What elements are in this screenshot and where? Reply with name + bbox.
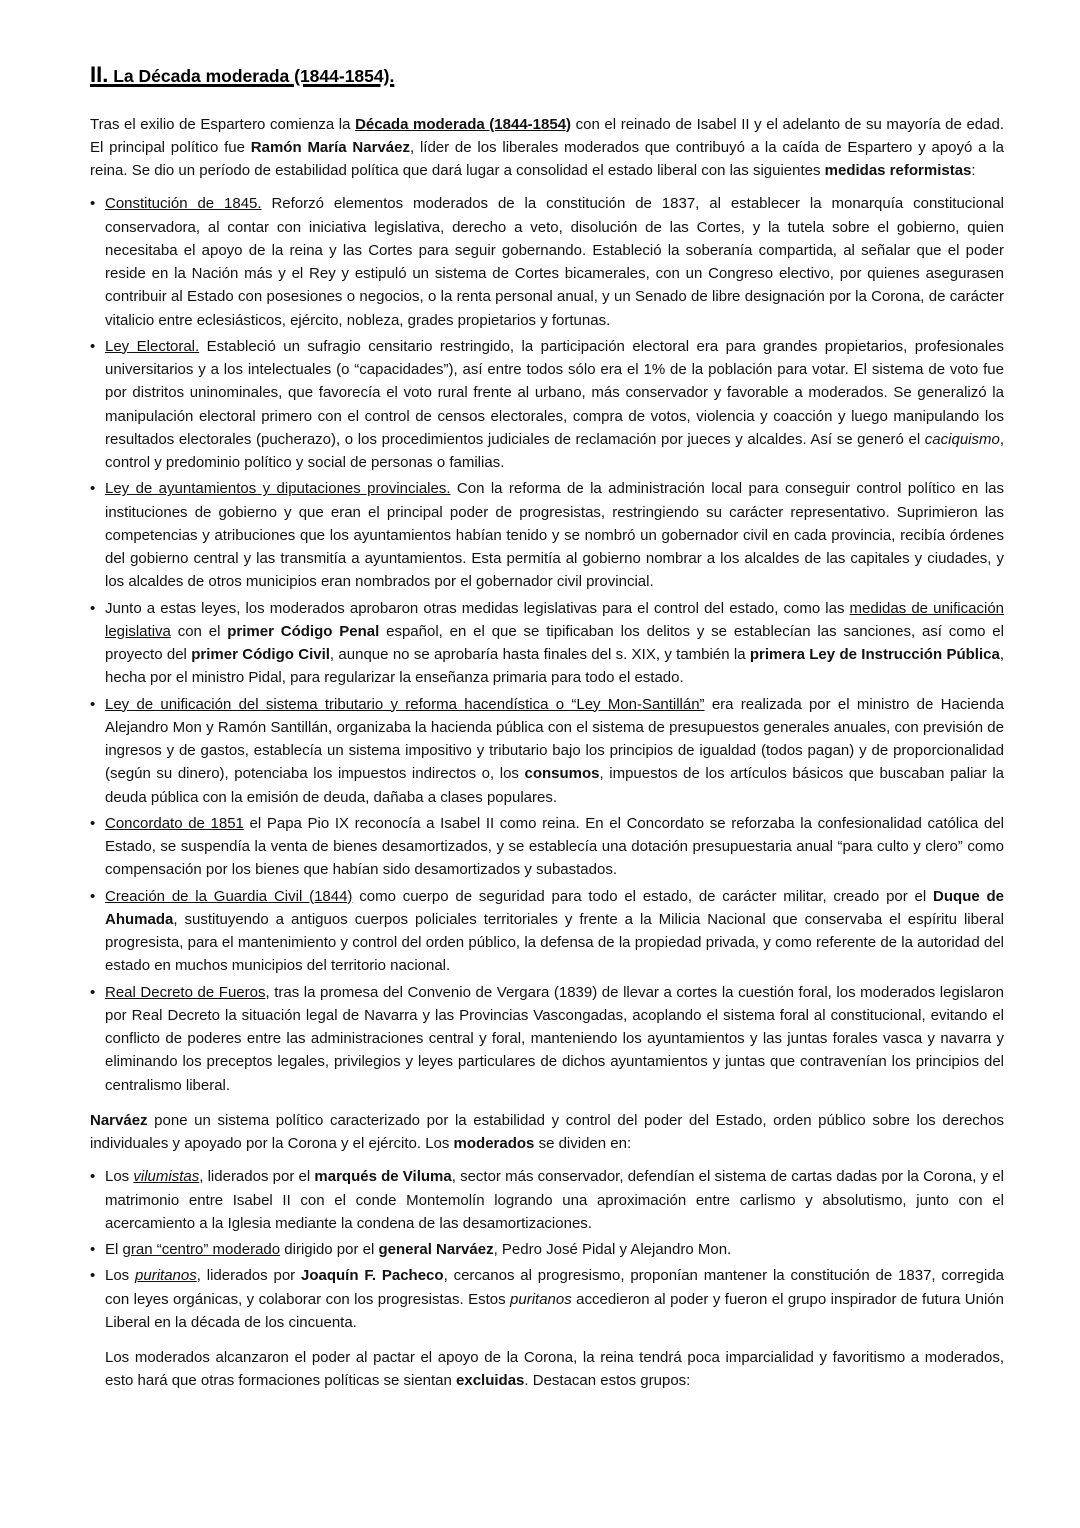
bullet-text [105, 480, 1004, 590]
text-run: Junto a estas leyes, los moderados aprobaron otras medidas legislativas para el control del estado, como las [105, 599, 850, 617]
bullet-item [90, 981, 1004, 1097]
text-run: era realizada por el ministro de Hacienda Alejandro Mon y Ramón Santillán, organizaba la hacienda pública con el sistema de presupuestos generales anuales, con previsión de ingresos y de gastos, establecía un sistema impositivo y tributario bajo los principios de igualdad (todos pagan) y de proporcionalidad (según su dinero), potenciaba los impuestos indirectos o, los [105, 695, 1004, 783]
text-run: puritanos [510, 1290, 572, 1308]
bullet-item [90, 812, 1004, 882]
text-run: , cercanos al progresismo, proponían mantener la constitución de 1837, corregida con leyes orgánicas, y colaborar con los progresistas. Estos [105, 1267, 1004, 1308]
text-run: . Destacan estos grupos: [524, 1372, 691, 1390]
bullet-text [105, 696, 1004, 806]
text-run: Ley de ayuntamientos y diputaciones provinciales. [105, 480, 451, 498]
text-run: accedieron al poder y fueron el grupo inspirador de futura Unión Liberal en la década de los cincuenta. [105, 1290, 1004, 1331]
bullet-item [90, 693, 1004, 809]
text-run: con el reinado de Isabel II y el adelanto de su mayoría de edad. El principal político fue [90, 115, 1004, 156]
paragraph [90, 1109, 1004, 1156]
page-title [90, 50, 1004, 97]
text-run: español, en el que se tipificaban los delitos y se establecían las sanciones, así como el proyecto del [105, 622, 1004, 663]
text-run: Duque de Ahumada [105, 887, 1004, 928]
text-run: Constitución de 1845. [105, 195, 262, 213]
text-run: El [105, 1241, 123, 1258]
text-run: , aunque no se aprobaría hasta finales del s. XIX, y también la [329, 646, 750, 663]
text-run: marqués de Viluma [314, 1168, 452, 1186]
text-run: , liderados por [196, 1267, 301, 1285]
text-run: primer Código Penal [227, 622, 380, 640]
bullet-marker-icon: • [90, 983, 96, 1001]
bullet-item [90, 1264, 1004, 1334]
text-run: primer Código Civil [191, 646, 330, 663]
bullet-item [90, 192, 1004, 332]
bullet-text [105, 600, 1004, 687]
text-run: moderados [453, 1135, 535, 1152]
bullet-marker-icon: • [90, 887, 96, 905]
text-run: Joaquín F. Pacheco [301, 1267, 444, 1285]
bullet-text [105, 1267, 1004, 1331]
bullet-item [90, 335, 1004, 475]
text-run: Concordato de 1851 [105, 814, 244, 832]
text-run: Ley Electoral. [105, 337, 200, 355]
text-run: medidas reformistas [824, 162, 972, 179]
text-run: primera Ley de Instrucción Pública [749, 646, 1000, 663]
bullet-text [105, 888, 1004, 975]
text-run: , control y predominio político y social de personas o familias. [105, 430, 1004, 471]
text-run: se dividen en: [534, 1135, 632, 1152]
text-run: como cuerpo de seguridad para todo el estado, de carácter militar, creado por el [352, 887, 934, 905]
text-run: Década moderada (1844-1854) [355, 115, 572, 133]
text-run: el Papa Pio IX reconocía a Isabel II como reina. En el Concordato se reforzaba la confesionalidad católica del Estado, se suspendía la venta de bienes desamortizados, y se establecía una dotación presupuestaria anual “para culto y clero” como compensación por los bienes que habían sido desamortizados y subastados. [105, 814, 1004, 879]
bullet-text [105, 1168, 1004, 1232]
text-run: gran “centro” moderado [122, 1241, 281, 1258]
text-run: general Narváez [378, 1241, 494, 1258]
text-run: Real Decreto de Fueros [105, 983, 266, 1001]
bullet-text [105, 984, 1004, 1094]
text-run: medidas de unificación legislativa [105, 599, 1005, 640]
text-run: Ramón María Narváez [250, 138, 410, 156]
text-run: dirigido por el [280, 1241, 379, 1258]
paragraph [90, 1346, 1004, 1393]
text-run: , sustituyendo a antiguos cuerpos policiales territoriales y frente a la Milicia Nacional que conservaba el espíritu liberal progresista, para el mantenimiento y control del orden público, la defensa de la propiedad privada, y como referente de la autoridad del estado en muchos municipios del territorio nacional. [105, 910, 1004, 975]
text-run: Con la reforma de la administración local para conseguir control político en las instituciones de gobierno y que eran el principal poder de progresistas, restringiendo su carácter representativo. Suprimieron las competencias y atribuciones que los ayuntamientos habían tenido y se nombró un gobernador civil en cada provincia, recibía órdenes del gobierno central y las transmitía a ayuntamientos. Esta permitía al gobierno nombrar a los alcaldes de las capitales y ciudades, y los alcaldes de otros municipios eran nombrados por el gobernador civil provincial. [105, 480, 1004, 591]
text-run: , Pedro José Pidal y Alejandro Mon. [493, 1241, 732, 1258]
bullet-marker-icon: • [90, 1267, 96, 1285]
bullet-marker-icon: • [90, 337, 96, 355]
text-run: , tras la promesa del Convenio de Vergara (1839) de llevar a cortes la cuestión foral, los moderados legislaron por Real Decreto la situación legal de Navarra y las Provincias Vascongadas, acoplando el sistema foral al constitucional, evitando el conflicto de poderes entre las administraciones central y foral, manteniendo los ayuntamientos y las juntas forales vasca y navarra y eliminando los preceptos legales, privilegios y leyes particulares de dichos ayuntamientos y juntas que contravenían los principios del centralismo liberal. [105, 983, 1004, 1094]
text-run: pone un sistema político caracterizado por la estabilidad y control del poder del Estado, orden público sobre los derechos individuales y apoyado por la Corona y el ejército. Los [90, 1111, 1004, 1152]
bullet-marker-icon: • [90, 480, 96, 498]
bullet-text [105, 195, 1004, 328]
text-run: Narváez [90, 1111, 148, 1129]
paragraph [90, 113, 1004, 183]
text-run: excluidas [456, 1372, 525, 1390]
bullet-item [90, 1238, 1004, 1261]
bullet-text [105, 338, 1004, 471]
text-run: Los moderados alcanzaron el poder al pactar el apoyo de la Corona, la reina tendrá poca imparcialidad y favoritismo a moderados, esto hará que otras formaciones políticas se sientan [105, 1349, 1004, 1390]
text-run: consumos [524, 765, 600, 783]
text-run: Tras el exilio de Espartero comienza la [90, 115, 356, 133]
section-number: II. [90, 62, 109, 87]
text-run: : [971, 162, 976, 179]
text-run: , líder de los liberales moderados que contribuyó a la caída de Espartero y apoyó a la reina. Se dio un período de estabilidad política que dará lugar a consolidad el estado liberal con las siguientes [90, 138, 1004, 179]
text-run: vilumistas [133, 1168, 200, 1186]
bullet-item [90, 1165, 1004, 1235]
text-run: Reforzó elementos moderados de la constitución de 1837, al establecer la monarquía constitucional conservadora, al contar con iniciativa legislativa, derecho a veto, disolución de las Cortes, y la tutela sobre el gobierno, quien necesitaba el apoyo de la reina y las Cortes para seguir gobernando. Estableció la soberanía compartida, al señalar que el poder reside en la Nación más y el Rey y estipuló un sistema de Cortes bicamerales, con un Congreso electivo, por quienes asegurasen contribuir al Estado con posesiones o negocios, o la renta personal anual, y un Senado de libre designación por la Corona, de carácter vitalicio entre eclesiásticos, ejército, nobleza, grades propietarios y fortunas. [105, 195, 1004, 329]
text-run: Los [105, 1267, 136, 1285]
bullet-marker-icon: • [90, 814, 96, 832]
bullet-marker-icon: • [90, 1241, 96, 1258]
bullet-item [90, 477, 1004, 593]
bullet-marker-icon: • [90, 1168, 96, 1186]
text-run: Ley de unificación del sistema tributario y reforma hacendística o “Ley Mon-Santillán” [105, 695, 705, 713]
text-run: Estableció un sufragio censitario restringido, la participación electoral era para grandes propietarios, profesionales universitarios y a los intelectuales (o “capacidades”), así entre todos sólo era el 1% de la población para votar. El sistema de voto fue por distritos uninominales, que favorecía el voto rural frente al urbano, más conservador y favorable a moderados. Se generalizó la manipulación electoral primero con el control de censos electorales, compra de votos, violencia y coacción y luego manipulando los resultados electorales (pucherazo), o los procedimientos judiciales de reclamación por jueces y alcaldes. Así se generó el [105, 337, 1004, 448]
text-run: , impuestos de los artículos básicos que buscaban paliar la deuda pública con la emisión de deuda, dañaba a clases populares. [105, 765, 1005, 806]
section-title: La Década moderada (1844-1854). [108, 66, 395, 86]
text-run: , hecha por el ministro Pidal, para regularizar la enseñanza primaria para todo el estado. [105, 646, 1004, 687]
bullet-item [90, 885, 1004, 978]
text-run: Los [105, 1168, 134, 1186]
text-run: con el [170, 622, 228, 640]
bullet-marker-icon: • [90, 599, 96, 617]
bullet-item [90, 597, 1004, 690]
text-run: Creación de la Guardia Civil (1844) [105, 887, 353, 905]
bullet-text [105, 1241, 731, 1258]
bullet-marker-icon: • [90, 195, 96, 213]
bullet-marker-icon: • [90, 695, 96, 713]
text-run: , sector más conservador, defendían el sistema de cartas dadas por la Corona, y el matrimonio entre Isabel II con el conde Montemolín logrando una aproximación entre carlismo y absolutismo, junto con el acercamiento a la Iglesia mediante la condena de las desamortizaciones. [105, 1168, 1004, 1232]
text-run: , liderados por el [199, 1168, 315, 1186]
text-run: caciquismo [924, 430, 1000, 448]
document-body [90, 113, 1004, 1393]
bullet-text [105, 815, 1004, 879]
text-run: puritanos [135, 1267, 197, 1285]
